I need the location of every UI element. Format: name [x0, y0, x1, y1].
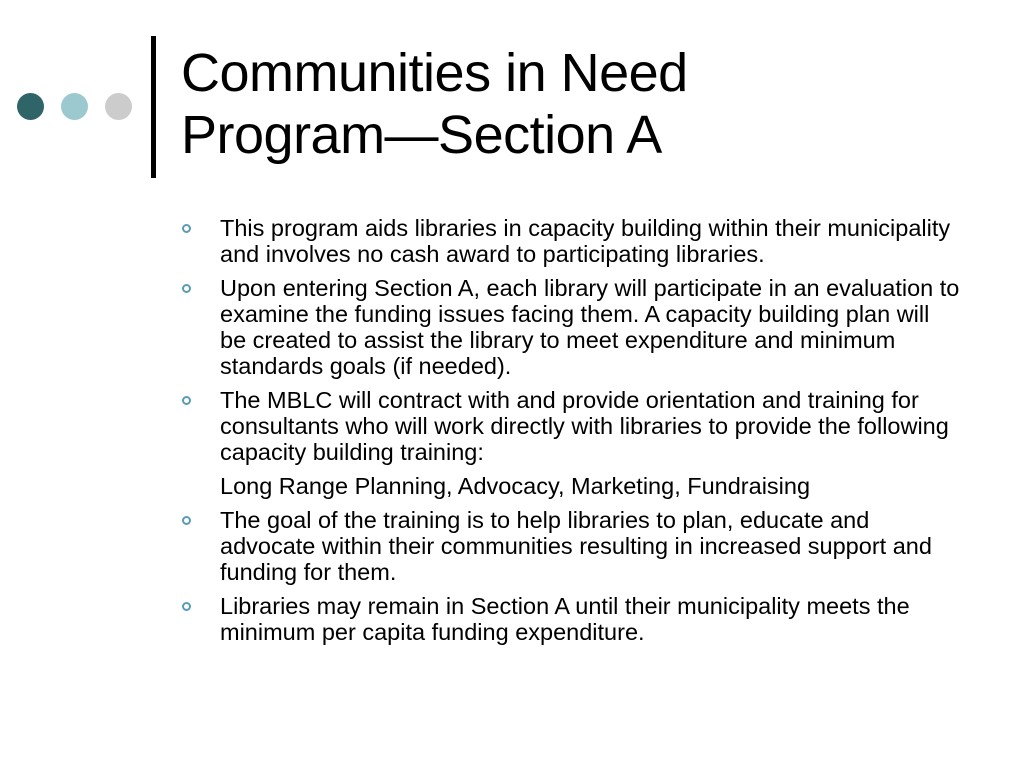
- bullet-item: [181, 275, 961, 379]
- bullet-text: This program aids libraries in capacity building within their municipality and involves no cash award to participating libraries.: [220, 215, 951, 267]
- title-line-1: Communities in Need: [181, 43, 688, 103]
- gray-dot-icon: [105, 93, 132, 120]
- bullet-circle-icon: [182, 224, 191, 233]
- bullet-circle-icon: [182, 284, 191, 293]
- title-line-2: Program—Section A: [181, 105, 662, 165]
- training-topics-line: Long Range Planning, Advocacy, Marketing, Fundraising: [220, 473, 811, 499]
- bullet-circle-icon: [182, 516, 191, 525]
- bullet-item: [181, 507, 961, 585]
- slide-title: [181, 42, 981, 166]
- bullet-item: [181, 593, 961, 645]
- bullet-list: [181, 215, 961, 653]
- bullet-item: [181, 387, 961, 465]
- dark-teal-dot-icon: [17, 93, 44, 120]
- bullet-text: Libraries may remain in Section A until their municipality meets the minimum per capita funding expenditure.: [220, 593, 910, 645]
- bullet-circle-icon: [182, 602, 191, 611]
- light-teal-dot-icon: [61, 93, 88, 120]
- bullet-circle-icon: [182, 396, 191, 405]
- bullet-text: Upon entering Section A, each library will participate in an evaluation to examine the funding issues facing them. A capacity building plan will be created to assist the library to meet expenditure and minimum standards goals (if needed).: [220, 275, 960, 379]
- bullet-item: [181, 215, 961, 267]
- bullet-text: The MBLC will contract with and provide orientation and training for consultants who will work directly with libraries to provide the following capacity building training:: [220, 387, 949, 465]
- bullet-text: The goal of the training is to help libraries to plan, educate and advocate within their communities resulting in increased support and funding for them.: [220, 507, 932, 585]
- title-divider: [151, 36, 156, 178]
